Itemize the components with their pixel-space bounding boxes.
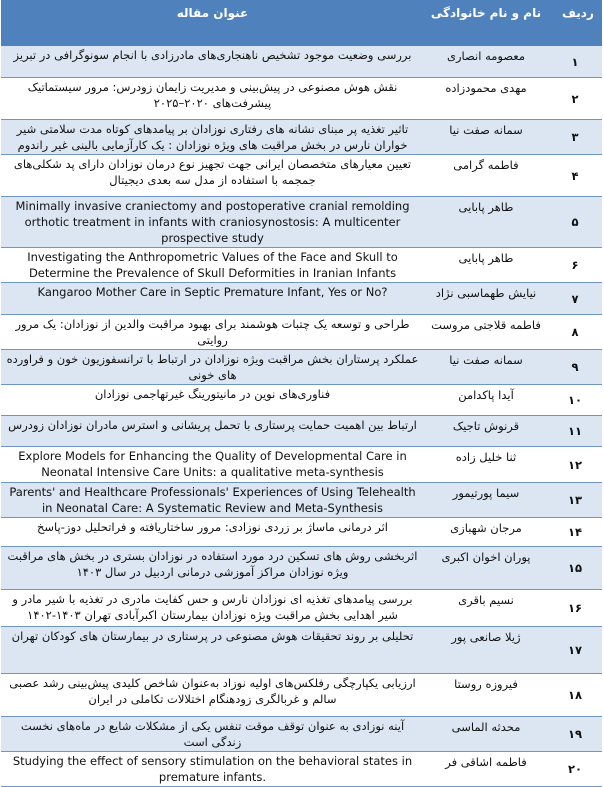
row-number: ۶ (548, 248, 602, 283)
author-name: ژیلا صانعی پور (424, 627, 548, 674)
author-name: سمانه صفت نیا (424, 120, 548, 155)
article-title: آینه نوزادی به عنوان توقف موقت تنفس یکی از مشکلات شایع در ماه‌های نخست زندگی است (1, 717, 424, 752)
row-number: ۸ (548, 315, 602, 350)
table-row (1, 155, 602, 197)
row-number: ۱۱ (548, 416, 602, 447)
row-number: ۱۰ (548, 385, 602, 416)
article-title: نقش هوش مصنوعی در پیش‌بینی و مدیریت زایمان زودرس: مرور سیستماتیک پیشرفت‌های ۲۰۲۰–۲۰۲۵ (1, 78, 424, 120)
author-name: محدثه الماسی (424, 717, 548, 752)
header-num: ردیف (548, 1, 602, 46)
row-number: ۱۳ (548, 483, 602, 518)
article-title: تعیین معیارهای متخصصان ایرانی جهت تجهیز نوع درمان نوزادان دارای پد شکلی‌های جمجمه با استفاده از مدل سه بعدی دیجیتال (1, 155, 424, 197)
article-title: بررسی پیامدهای تغذیه ای نوزادان نارس و حس کفایت مادری در تغذیه با شیر مادر و شیر اهدایی بخش مراقبت ویژه نوزادان بیمارستان اکبرآبادی تهران ۱۴۰۳-۱۴۰۲ (1, 590, 424, 627)
author-name: سیما پورتیمور (424, 483, 548, 518)
table-row (1, 283, 602, 315)
row-number: ۱۴ (548, 518, 602, 547)
row-number: ۱۹ (548, 717, 602, 752)
author-name: نسیم باقری (424, 590, 548, 627)
header-title: عنوان مقاله (1, 1, 424, 46)
row-number: ۹ (548, 350, 602, 385)
row-number: ۴ (548, 155, 602, 197)
article-title: ارتباط بین اهمیت حمایت پرستاری با تحمل پریشانی و استرس مادران نوزادان زودرس (1, 416, 424, 447)
article-title: تحلیلی بر روند تحقیقات هوش مصنوعی در پرستاری در بیمارستان های کودکان تهران (1, 627, 424, 674)
row-number: ۷ (548, 283, 602, 315)
author-name: فیروزه روستا (424, 674, 548, 717)
table-row (1, 447, 602, 483)
row-number: ۲ (548, 78, 602, 120)
table-body (1, 46, 602, 787)
header-name: نام و نام خانوادگی (424, 1, 548, 46)
row-number: ۵ (548, 197, 602, 248)
author-name: طاهر پابایی (424, 248, 548, 283)
author-name: نیایش طهماسبی نژاد (424, 283, 548, 315)
row-number: ۱ (548, 46, 602, 78)
article-title: اثر درمانی ماساژ بر زردی نوزادی: مرور ساختاریافته و فراتحلیل دوز-پاسخ (1, 518, 424, 547)
row-number: ۱۲ (548, 447, 602, 483)
article-title: Investigating the Anthropometric Values of the Face and Skull to Determine the Prevalence of Skull Deformities in Iranian Infants (1, 248, 424, 283)
author-name: قرنوش تاجیک (424, 416, 548, 447)
article-title: ارزیابی یکپارچگی رفلکس‌های اولیه نوزاد به‌عنوان شاخص کلیدی پیش‌بینی رشد عصبی سالم و غربالگری زودهنگام اختلالات تکاملی در ایران (1, 674, 424, 717)
table-row (1, 483, 602, 518)
table-row (1, 197, 602, 248)
author-name: پوران اخوان اکبری (424, 547, 548, 590)
table-row (1, 120, 602, 155)
author-name: فاطمه اشاقی فر (424, 752, 548, 787)
author-name: ثنا خلیل زاده (424, 447, 548, 483)
article-title: عملکرد پرستاران بخش مراقبت ویژه نوزادان در ارتباط با ترانسفوزیون خون و فراورده های خونی (1, 350, 424, 385)
article-title: Minimally invasive craniectomy and postoperative cranial remolding orthotic treatment in infants with craniosynostosis: A multicenter prospective study (1, 197, 424, 248)
table-row (1, 78, 602, 120)
row-number: ۱۷ (548, 627, 602, 674)
author-name: طاهر پابایی (424, 197, 548, 248)
author-name: مهدی محمودزاده (424, 78, 548, 120)
table-row (1, 518, 602, 547)
table-row (1, 46, 602, 78)
table-row (1, 547, 602, 590)
author-name: معصومه انصاری (424, 46, 548, 78)
table-row (1, 674, 602, 717)
article-title: Studying the effect of sensory stimulation on the behavioral states in premature infants. (1, 752, 424, 787)
table-row (1, 248, 602, 283)
article-title: Kangaroo Mother Care in Septic Premature Infant, Yes or No? (1, 283, 424, 315)
article-title: اثربخشی روش های تسکین درد مورد استفاده در نوزادان بستری در بخش های مراقبت ویژه نوزادان مراکز آموزشی درمانی اردبیل در سال ۱۴۰۳ (1, 547, 424, 590)
row-number: ۱۶ (548, 590, 602, 627)
row-number: ۱۵ (548, 547, 602, 590)
table-row (1, 315, 602, 350)
article-title: تاثیر تغذیه پر مبنای نشانه های رفتاری نوزادان بر پیامدهای کوتاه مدت سلامتی شیر خواران نارس در بخش مراقبت های ویژه نوزادان : یک کارآزمایی بالینی غیر راندوم (1, 120, 424, 155)
article-title: Explore Models for Enhancing the Quality of Developmental Care in Neonatal Intensive Care Units: a qualitative meta-synthesis (1, 447, 424, 483)
author-name: مرجان شهبازی (424, 518, 548, 547)
table-row (1, 590, 602, 627)
article-title: Parents' and Healthcare Professionals' Experiences of Using Telehealth in Neonatal Care: A Systematic Review and Meta-Synthesis (1, 483, 424, 518)
row-number: ۳ (548, 120, 602, 155)
table-row (1, 717, 602, 752)
author-name: فاطمه قلاجتی مروست (424, 315, 548, 350)
article-title: فناوری‌های نوین در مانیتورینگ غیرتهاجمی نوزادان (1, 385, 424, 416)
article-title: طراحی و توسعه یک چتبات هوشمند برای بهبود مراقبت والدین از نوزادان: یک مرور روایتی (1, 315, 424, 350)
table-row (1, 385, 602, 416)
row-number: ۲۰ (548, 752, 602, 787)
author-name: سمانه صفت نیا (424, 350, 548, 385)
author-name: فاطمه گرامی (424, 155, 548, 197)
header-row (1, 1, 602, 46)
author-name: آیدا پاکدامن (424, 385, 548, 416)
articles-table (1, 0, 602, 787)
row-number: ۱۸ (548, 674, 602, 717)
table-row (1, 752, 602, 787)
table-row (1, 350, 602, 385)
table-row (1, 627, 602, 674)
table-row (1, 416, 602, 447)
article-title: بررسی وضعیت موجود تشخیص ناهنجاری‌های مادرزادی با انجام سونوگرافی در تبریز (1, 46, 424, 78)
